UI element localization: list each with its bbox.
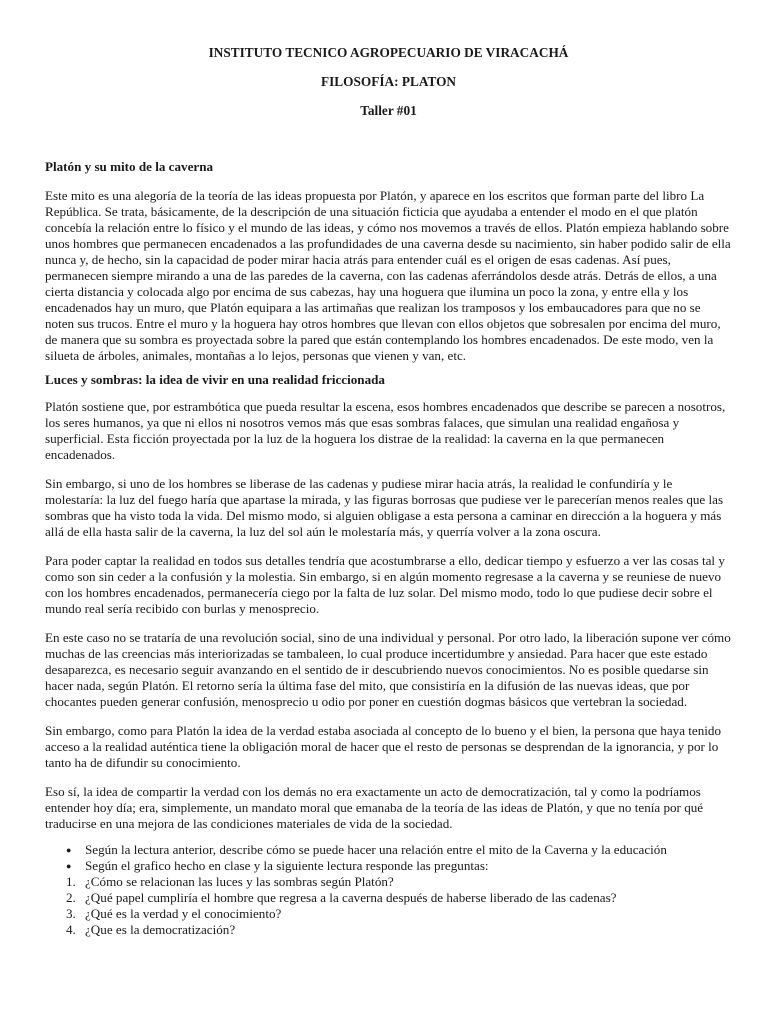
question-number: 2. [66, 890, 76, 905]
list-item [45, 858, 732, 874]
question-text: ¿Qué papel cumpliría el hombre que regresa a la caverna después de haberse liberado de las cadenas? [85, 890, 617, 905]
question-number: 3. [66, 906, 76, 921]
subject-title: FILOSOFÍA: PLATON [320, 74, 457, 89]
instruction-text: Según la lectura anterior, describe cómo se puede hacer una relación entre el mito de la Caverna y la educación [85, 842, 667, 857]
instruction-text: Según el grafico hecho en clase y la siguiente lectura responde las preguntas: [85, 858, 489, 873]
paragraph-myth-description: Este mito es una alegoría de la teoría de las ideas propuesta por Platón, y aparece en los escritos que forman parte del libro La República. Se trata, básicamente, de la descripción de una situación ficticia que ayudaba a entender el modo en el que platón concebía la relación entre lo físico y el mundo de las ideas, y cómo nos movemos a través de ellos. Platón empieza hablando sobre unos hombres que permanecen encadenados a las profundidades de una caverna desde su nacimiento, sin haber podido salir de ella nunca y, de hecho, sin la capacidad de poder mirar hacia atrás para entender cuál es el origen de esas cadenas. Así pues, permanecen siempre mirando a una de las paredes de la caverna, con las cadenas aferrándolos desde atrás. Detrás de ellos, a una cierta distancia y colocada algo por encima de sus cabezas, hay una hoguera que ilumina un poco la zona, y entre ella y los encadenados hay un muro, que Platón equipara a las artimañas que realizan los tramposos y los embaucadores para que no se noten sus trucos. Entre el muro y la hoguera hay otros hombres que llevan con ellos objetos que sobresalen por encima del muro, de manera que su sombra es proyectada sobre la pared que están contemplando los hombres encadenados. De este modo, ven la silueta de árboles, animales, montañas a lo lejos, personas que vienen y van, etc. [45, 188, 731, 363]
bullet-icon: ● [66, 861, 72, 871]
workshop-title: Taller #01 [360, 103, 417, 118]
paragraph-moral-obligation: Sin embargo, como para Platón la idea de la verdad estaba asociada al concepto de lo bueno y el bien, la persona que haya tenido acceso a la realidad auténtica tiene la obligación moral de hacer que el resto de personas se desprendan de la ignorancia, y por lo tanto ha de difundir su conocimiento. [45, 723, 722, 770]
list-item [45, 842, 732, 858]
question-number: 4. [66, 922, 76, 937]
questions-list [45, 874, 732, 938]
institution-title: INSTITUTO TECNICO AGROPECUARIO DE VIRACACHÁ [208, 45, 569, 60]
question-text: ¿Cómo se relacionan las luces y las sombras según Platón? [85, 874, 394, 889]
section-heading-lights-shadows: Luces y sombras: la idea de vivir en una realidad friccionada [45, 372, 385, 387]
question-number: 1. [66, 874, 76, 889]
paragraph-revolution: En este caso no se trataría de una revolución social, sino de una individual y personal. Por otro lado, la liberación supone ver cómo muchas de las creencias más interiorizadas se tambaleen, lo cual produce incertidumbre y ansiedad. Para hacer que este estado desaparezca, es necesario seguir avanzando en el sentido de ir descubriendo nuevos conocimientos. No es posible quedarse sin hacer nada, según Platón. El retorno sería la última fase del mito, que consistiría en la difusión de las nuevas ideas, que por chocantes pueden generar confusión, menosprecio u odio por poner en cuestión dogmas básicos que vertebran la sociedad. [45, 630, 731, 709]
question-item [45, 890, 732, 906]
instructions-list [45, 842, 732, 874]
question-item [45, 922, 732, 938]
question-text: ¿Que es la democratización? [85, 922, 236, 937]
question-item [45, 906, 732, 922]
paragraph-democratization: Eso sí, la idea de compartir la verdad con los demás no era exactamente un acto de democratización, tal y como la podríamos entender hoy día; era, simplemente, un mandato moral que emanaba de la teoría de las ideas de Platón, y que no tenía por qué traducirse en una mejora de las condiciones materiales de vida de la sociedad. [45, 784, 704, 831]
section-heading-myth: Platón y su mito de la caverna [45, 159, 214, 174]
paragraph-reality: Para poder captar la realidad en todos sus detalles tendría que acostumbrarse a ello, dedicar tiempo y esfuerzo a ver las cosas tal y como son sin ceder a la confusión y la molestia. Sin embargo, si en algún momento regresase a la caverna y se reuniese de nuevo con los hombres encadenados, permanecería ciego por la falta de luz solar. Del mismo modo, todo lo que pudiese decir sobre el mundo real sería recibido con burlas y menosprecio. [45, 553, 725, 616]
question-text: ¿Qué es la verdad y el conocimiento? [85, 906, 282, 921]
paragraph-shadows: Platón sostiene que, por estrambótica que pueda resultar la escena, esos hombres encadenados que describe se parecen a nosotros, los seres humanos, ya que ni ellos ni nosotros vemos más que esas sombras falaces, que simulan una realidad engañosa y superficial. Esta ficción proyectada por la luz de la hoguera los distrae de la realidad: la caverna en la que permanecen encadenados. [45, 399, 726, 462]
paragraph-liberation: Sin embargo, si uno de los hombres se liberase de las cadenas y pudiese mirar hacia atrás, la realidad le confundiría y le molestaría: la luz del fuego haría que apartase la mirada, y las figuras borrosas que pudiese ver le parecerían menos reales que las sombras que ha visto toda la vida. Del mismo modo, si alguien obligase a esta persona a caminar en dirección a la hoguera y más allá de ella hasta salir de la caverna, la luz del sol aún le molestaría más, y querría volver a la zona oscura. [45, 476, 724, 539]
bullet-icon: ● [66, 845, 72, 855]
question-item [45, 874, 732, 890]
